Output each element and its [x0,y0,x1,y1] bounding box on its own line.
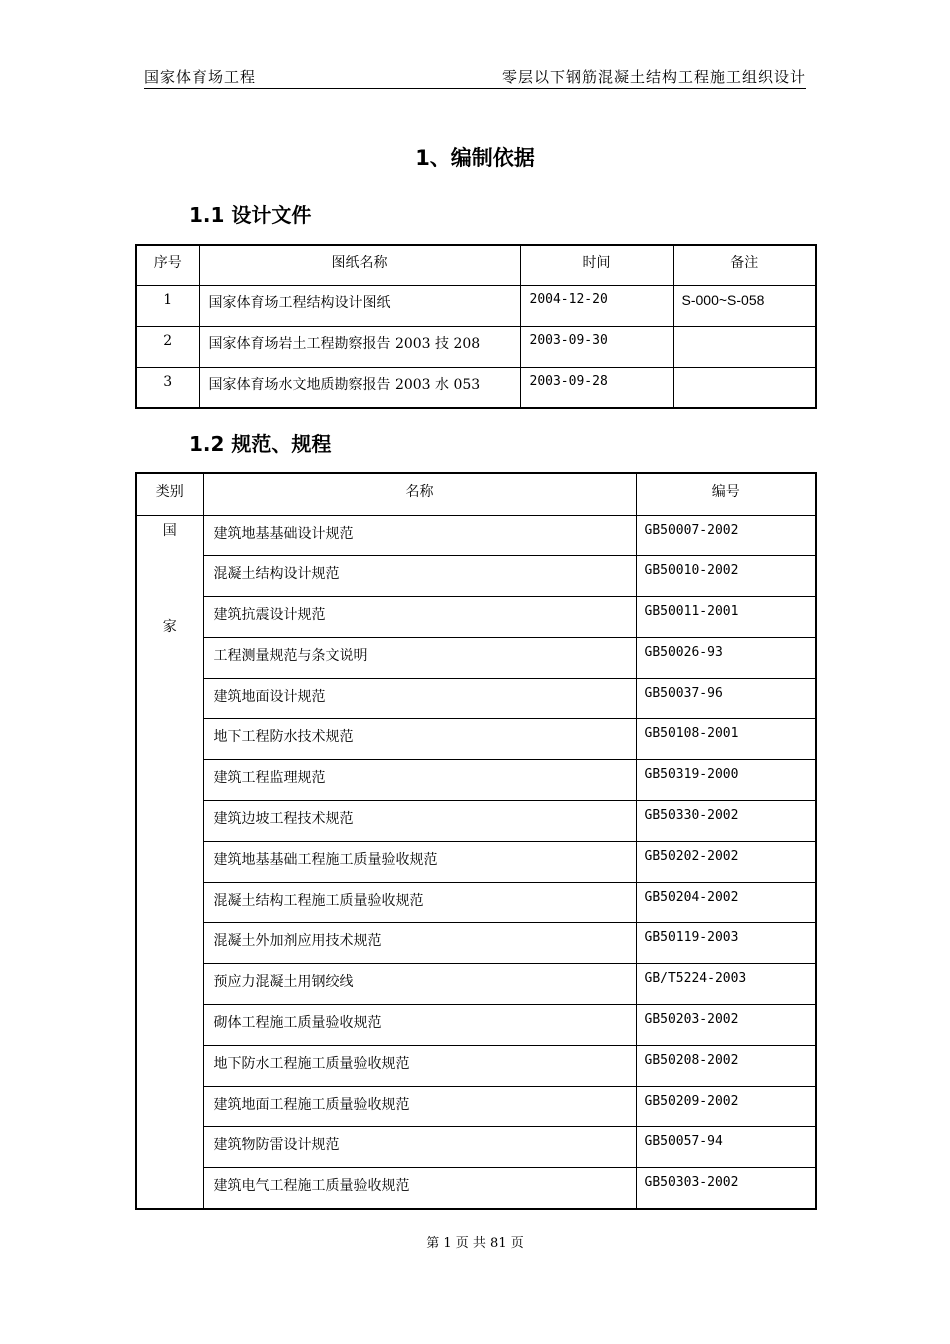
document-note [673,367,816,408]
standard-code: GB50303-2002 [636,1168,816,1209]
header-document-title: 零层以下钢筋混凝土结构工程施工组织设计 [501,68,806,86]
standard-name: 混凝土结构设计规范 [203,556,636,597]
table-row [136,556,816,597]
table-row [136,367,816,408]
table-row [136,285,816,326]
document-date: 2003-09-30 [520,326,673,367]
table-row [136,841,816,882]
standard-code: GB50330-2002 [636,801,816,842]
document-name: 国家体育场岩土工程勘察报告 2003 技 208 [199,326,520,367]
standard-code: GB50011-2001 [636,597,816,638]
standard-code: GB50037-96 [636,678,816,719]
standard-name: 地下防水工程施工质量验收规范 [203,1045,636,1086]
standard-name: 建筑工程监理规范 [203,760,636,801]
standard-code: GB50209-2002 [636,1086,816,1127]
section-heading-standards: 1.2 规范、规程 [189,432,332,456]
document-date: 2003-09-28 [520,367,673,408]
table-row [136,515,816,556]
table-row [136,1086,816,1127]
table-row [136,1045,816,1086]
table-row [136,719,816,760]
page-footer: 第 1 页 共 81 页 [426,1236,524,1251]
standard-code: GB50119-2003 [636,923,816,964]
table-row [136,326,816,367]
standards-table [135,472,817,1210]
standard-name: 建筑电气工程施工质量验收规范 [203,1168,636,1209]
column-header: 备注 [673,245,816,285]
table-row [136,1127,816,1168]
row-number: 2 [136,326,199,367]
category-char: 家 [162,618,177,635]
standard-code: GB50208-2002 [636,1045,816,1086]
row-number: 1 [136,285,199,326]
design-documents-table [135,244,817,409]
table-header-row [136,245,816,285]
column-header: 名称 [203,473,636,515]
document-note: S-000~S-058 [673,285,816,326]
category-char: 国 [162,522,177,539]
standard-name: 地下工程防水技术规范 [203,719,636,760]
standard-name: 砌体工程施工质量验收规范 [203,1005,636,1046]
document-name: 国家体育场工程结构设计图纸 [199,285,520,326]
standard-code: GB50203-2002 [636,1005,816,1046]
column-header: 编号 [636,473,816,515]
category-cell [136,515,203,1209]
header-project: 国家体育场工程 [144,68,257,86]
standard-code: GB50007-2002 [636,515,816,556]
standard-name: 建筑地基基础工程施工质量验收规范 [203,841,636,882]
column-header: 序号 [136,245,199,285]
standard-code: GB50204-2002 [636,882,816,923]
row-number: 3 [136,367,199,408]
standard-name: 混凝土外加剂应用技术规范 [203,923,636,964]
table-row [136,801,816,842]
page-header [144,64,806,89]
section-heading-design-docs: 1.1 设计文件 [189,203,312,227]
standard-code: GB50010-2002 [636,556,816,597]
column-header: 类别 [136,473,203,515]
standard-name: 工程测量规范与条文说明 [203,637,636,678]
column-header: 图纸名称 [199,245,520,285]
table-row [136,1005,816,1046]
table-header-row [136,473,816,515]
column-header: 时间 [520,245,673,285]
standard-name: 建筑边坡工程技术规范 [203,801,636,842]
document-date: 2004-12-20 [520,285,673,326]
standard-name: 建筑物防雷设计规范 [203,1127,636,1168]
standard-name: 建筑抗震设计规范 [203,597,636,638]
standard-code: GB50108-2001 [636,719,816,760]
chapter-title: 1、编制依据 [415,146,535,170]
table-row [136,760,816,801]
standard-code: GB50202-2002 [636,841,816,882]
table-row [136,678,816,719]
document-note [673,326,816,367]
standard-name: 建筑地面工程施工质量验收规范 [203,1086,636,1127]
document-name: 国家体育场水文地质勘察报告 2003 水 053 [199,367,520,408]
table-row [136,964,816,1005]
table-row [136,1168,816,1209]
table-row [136,597,816,638]
standard-code: GB50057-94 [636,1127,816,1168]
standard-name: 建筑地面设计规范 [203,678,636,719]
standard-code: GB50319-2000 [636,760,816,801]
table-row [136,637,816,678]
table-row [136,882,816,923]
standard-name: 预应力混凝土用钢绞线 [203,964,636,1005]
standard-name: 建筑地基基础设计规范 [203,515,636,556]
standard-name: 混凝土结构工程施工质量验收规范 [203,882,636,923]
standard-code: GB/T5224-2003 [636,964,816,1005]
table-row [136,923,816,964]
standard-code: GB50026-93 [636,637,816,678]
